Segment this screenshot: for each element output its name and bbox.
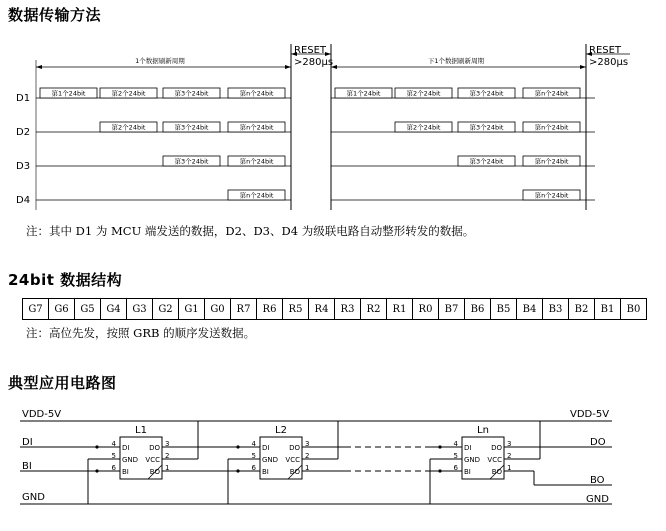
pin-number-left: 4 [111,440,116,448]
line-label-d1: D1 [16,93,31,104]
pin-name-right: DO [289,444,300,452]
led-chip-1 [110,425,178,479]
bit-row [23,299,647,320]
led-chip-2 [250,425,318,479]
chip-label: L2 [275,425,287,436]
bit-cell: G6 [49,299,75,320]
pin-name-left: DI [262,444,270,452]
pin-name-right: BO [149,468,160,476]
pin-name-right: VCC [487,456,502,464]
pin-name-right: VCC [285,456,300,464]
bit-cell: B7 [439,299,465,320]
bit-cell: R2 [361,299,387,320]
reset-label-2: RESET [589,45,622,56]
bit-frame-label: 第3个24bit [469,123,504,132]
line-label-d4: D4 [16,195,31,206]
pin-number-left: 6 [251,464,256,472]
bit-frame-label: 第n个24bit [239,157,274,166]
bit-cell: R7 [231,299,257,320]
bit-frame-label: 第3个24bit [174,157,209,166]
pin-number-right: 1 [165,464,170,472]
bit-cell: R0 [413,299,439,320]
bit-cell: B3 [543,299,569,320]
pin-name-left: DI [122,444,130,452]
bo-label: BO [590,475,605,486]
line-label-d2: D2 [16,127,31,138]
pin-number-left: 6 [453,464,458,472]
bit-cell: G3 [127,299,153,320]
pin-name-left: BI [122,468,129,476]
pin-number-right: 3 [305,440,310,448]
vdd-right-label: VDD-5V [570,409,610,420]
section-title-transfer: 数据传输方法 [8,6,102,24]
bit-cell: R3 [335,299,361,320]
di-label: DI [22,437,33,448]
pin-number-right: 3 [507,440,512,448]
vdd-left-label: VDD-5V [22,409,62,420]
pin-number-right: 3 [165,440,170,448]
pin-number-left: 5 [251,452,256,460]
bit-frame-label: 第2个24bit [111,123,146,132]
circuit-diagram [0,401,666,531]
bit-cell: B2 [569,299,595,320]
pin-name-right: DO [491,444,502,452]
gnd-right-label: GND [586,494,609,505]
bit-cell: G7 [23,299,49,320]
bit-cell: R6 [257,299,283,320]
bit-frame-label: 第n个24bit [534,123,569,132]
bit-cell: B0 [621,299,647,320]
bit-frame-label: 第2个24bit [111,89,146,98]
bit-frame-label: 第1个24bit [51,89,86,98]
bit-frame-label: 第3个24bit [174,123,209,132]
bit-cell: G2 [153,299,179,320]
bit-cell: B1 [595,299,621,320]
bit-cell: B6 [465,299,491,320]
pin-number-right: 1 [305,464,310,472]
pin-name-left: GND [262,456,279,464]
pin-name-right: VCC [145,456,160,464]
bit-cell: R5 [283,299,309,320]
bit-frame-label: 第3个24bit [469,89,504,98]
pin-name-right: BO [491,468,502,476]
bit-frame-label: 第2个24bit [406,89,441,98]
reset-time-1: >280μs [294,57,334,68]
pin-name-left: DI [464,444,472,452]
section-title-circuit: 典型应用电路图 [8,374,117,392]
bit-cell: R1 [387,299,413,320]
pin-number-right: 2 [305,452,310,460]
led-chip-3 [452,425,520,479]
pin-number-right: 2 [165,452,170,460]
note-structure: 注：高位先发，按照 GRB 的顺序发送数据。 [26,326,256,340]
pin-number-left: 5 [111,452,116,460]
chip-label: L1 [135,425,147,436]
section-title-structure: 24bit 数据结构 [8,271,123,289]
timing-diagram [0,30,666,245]
bit-frame-label: 第n个24bit [239,191,274,200]
do-label: DO [590,437,606,448]
bit-table [22,298,647,320]
bit-cell: R4 [309,299,335,320]
note-transfer: 注：其中 D1 为 MCU 端发送的数据，D2、D3、D4 为级联电路自动整形转发的数据。 [26,224,475,238]
line-label-d3: D3 [16,161,31,172]
pin-name-right: BO [289,468,300,476]
pin-name-left: GND [464,456,481,464]
pin-number-left: 4 [251,440,256,448]
bit-frame-label: 第1个24bit [346,89,381,98]
bit-frame-label: 第n个24bit [239,89,274,98]
bit-frame-label: 第n个24bit [534,157,569,166]
pin-name-left: BI [464,468,471,476]
bit-cell: G4 [101,299,127,320]
pin-name-right: DO [149,444,160,452]
reset-time-2: >280μs [589,57,629,68]
pin-number-left: 6 [111,464,116,472]
bit-cell: G1 [179,299,205,320]
period1-label: 1个数据刷新周期 [135,57,185,65]
bit-frame-label: 第n个24bit [534,191,569,200]
chip-label: Ln [477,425,489,436]
bit-frame-label: 第n个24bit [239,123,274,132]
pin-number-right: 1 [507,464,512,472]
pin-name-left: BI [262,468,269,476]
bit-cell: G0 [205,299,231,320]
bit-cell: B4 [517,299,543,320]
period2-label: 下1个数据刷新周期 [427,57,485,65]
pin-number-left: 4 [453,440,458,448]
bit-cell: B5 [491,299,517,320]
gnd-left-label: GND [22,492,45,503]
bit-cell: G5 [75,299,101,320]
bit-frame-label: 第n个24bit [534,89,569,98]
bit-frame-label: 第3个24bit [174,89,209,98]
bit-frame-label: 第3个24bit [469,157,504,166]
pin-number-right: 2 [507,452,512,460]
bi-label: BI [22,461,32,472]
pin-number-left: 5 [453,452,458,460]
bit-frame-label: 第2个24bit [406,123,441,132]
pin-name-left: GND [122,456,139,464]
reset-label-1: RESET [294,45,327,56]
